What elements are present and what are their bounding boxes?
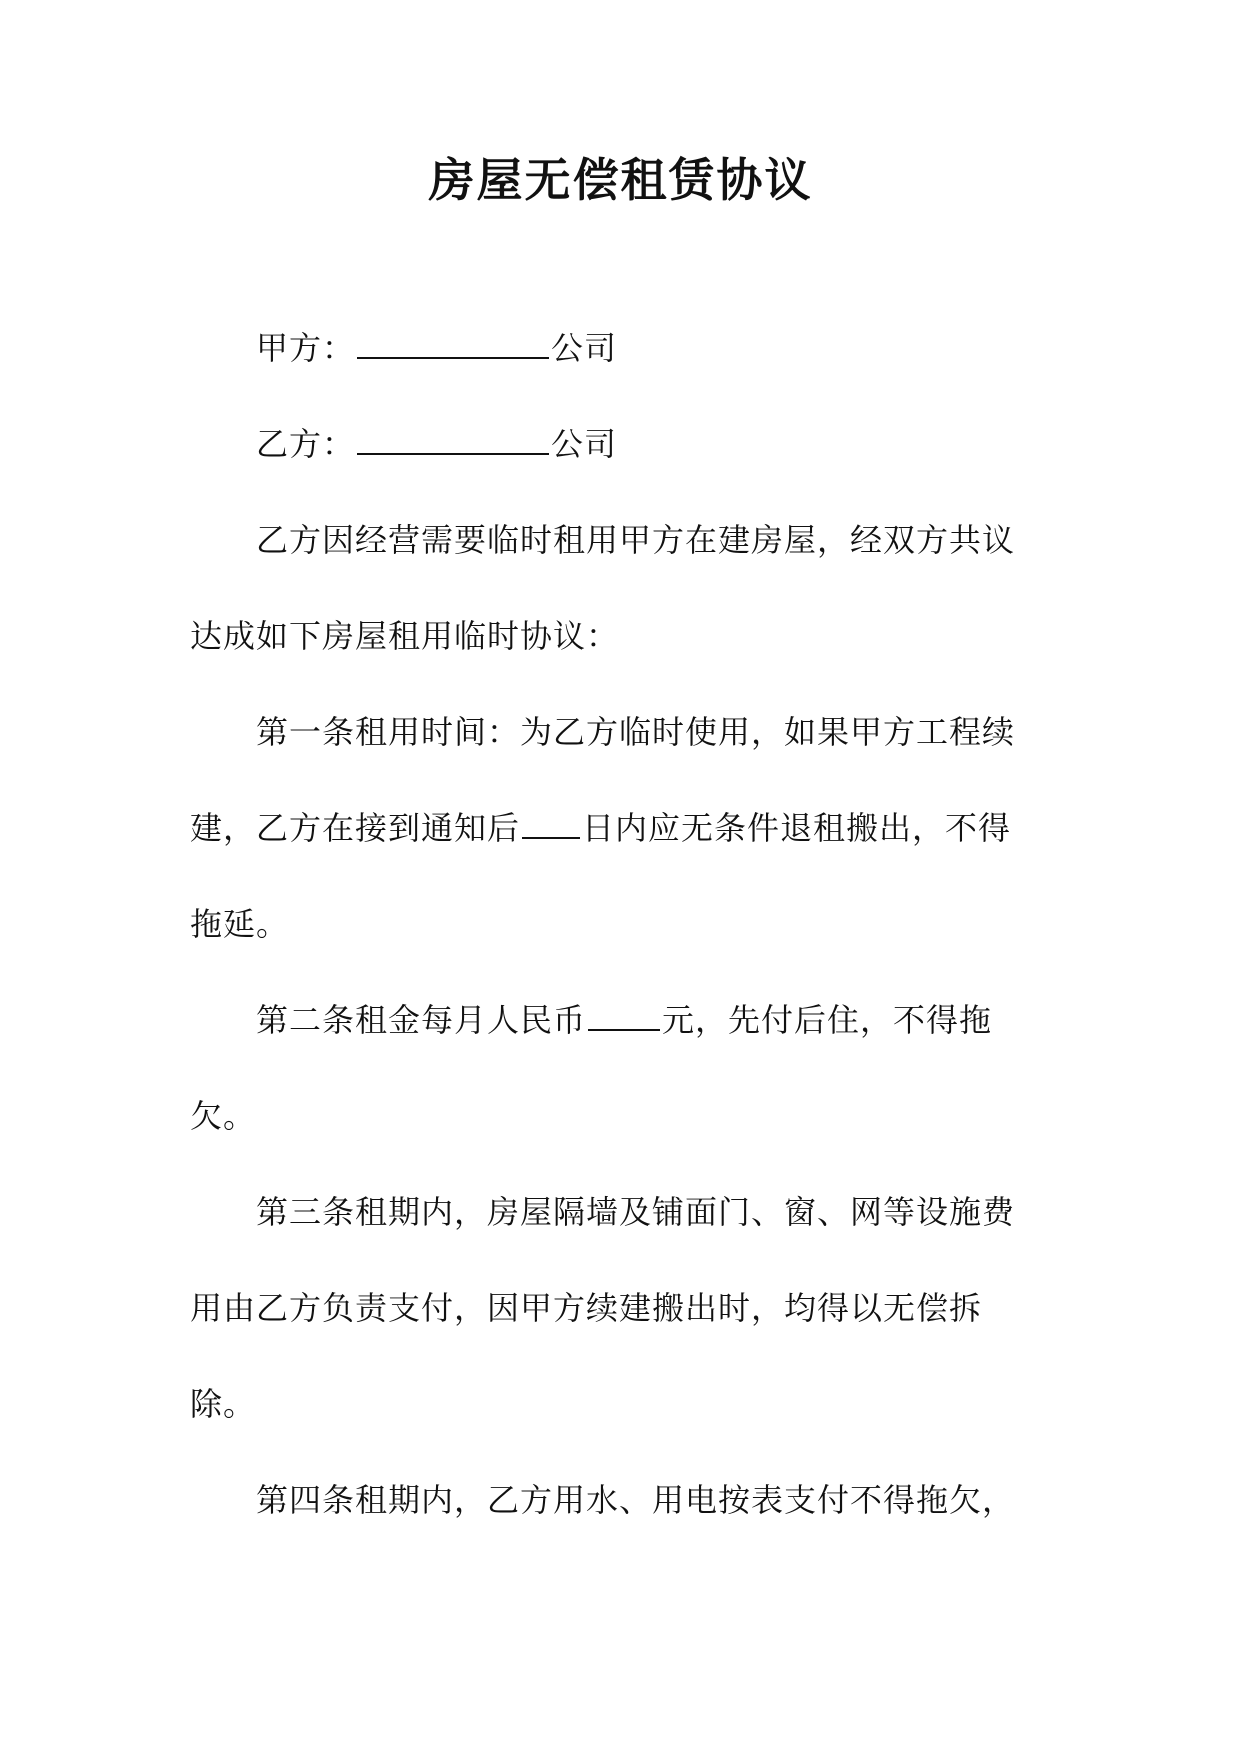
article-1-text-end: 日内应无条件退租搬出，不得拖延。 xyxy=(190,809,1012,943)
document-title: 房屋无偿租赁协议 xyxy=(428,153,813,207)
article-4: 第四条租期内，乙方用水、用电按表支付不得拖欠， xyxy=(256,1481,1016,1519)
article-2-text-end: 元，先付后住，不得拖欠。 xyxy=(190,1001,993,1135)
rent-amount-blank xyxy=(588,1001,660,1031)
party-a-label: 甲方： xyxy=(256,329,356,367)
article-2-text-start: 第二条租金每月人民币 xyxy=(256,1001,587,1039)
article-3: 第三条租期内，房屋隔墙及铺面门、窗、网等设施费用由乙方负责支付，因甲方续建搬出时，均得以无偿拆除。 xyxy=(190,1193,1016,1423)
party-a-blank xyxy=(357,329,549,359)
party-b-line xyxy=(190,396,1035,492)
days-blank xyxy=(522,809,580,839)
intro-paragraph: 乙方因经营需要临时租用甲方在建房屋，经双方共议达成如下房屋租用临时协议： xyxy=(190,521,1016,655)
party-b-label: 乙方： xyxy=(256,425,356,463)
party-a-suffix: 公司 xyxy=(551,329,618,367)
article-1 xyxy=(190,684,1035,972)
party-b-blank xyxy=(357,425,549,455)
article-2 xyxy=(190,972,1035,1164)
party-a-line xyxy=(190,300,1035,396)
article-1-text-start: 第一条租用时间：为乙方临时使用，如果甲方工程续建，乙方在接到通知后 xyxy=(190,713,1016,847)
party-b-suffix: 公司 xyxy=(551,425,618,463)
document-body xyxy=(190,300,1035,1548)
